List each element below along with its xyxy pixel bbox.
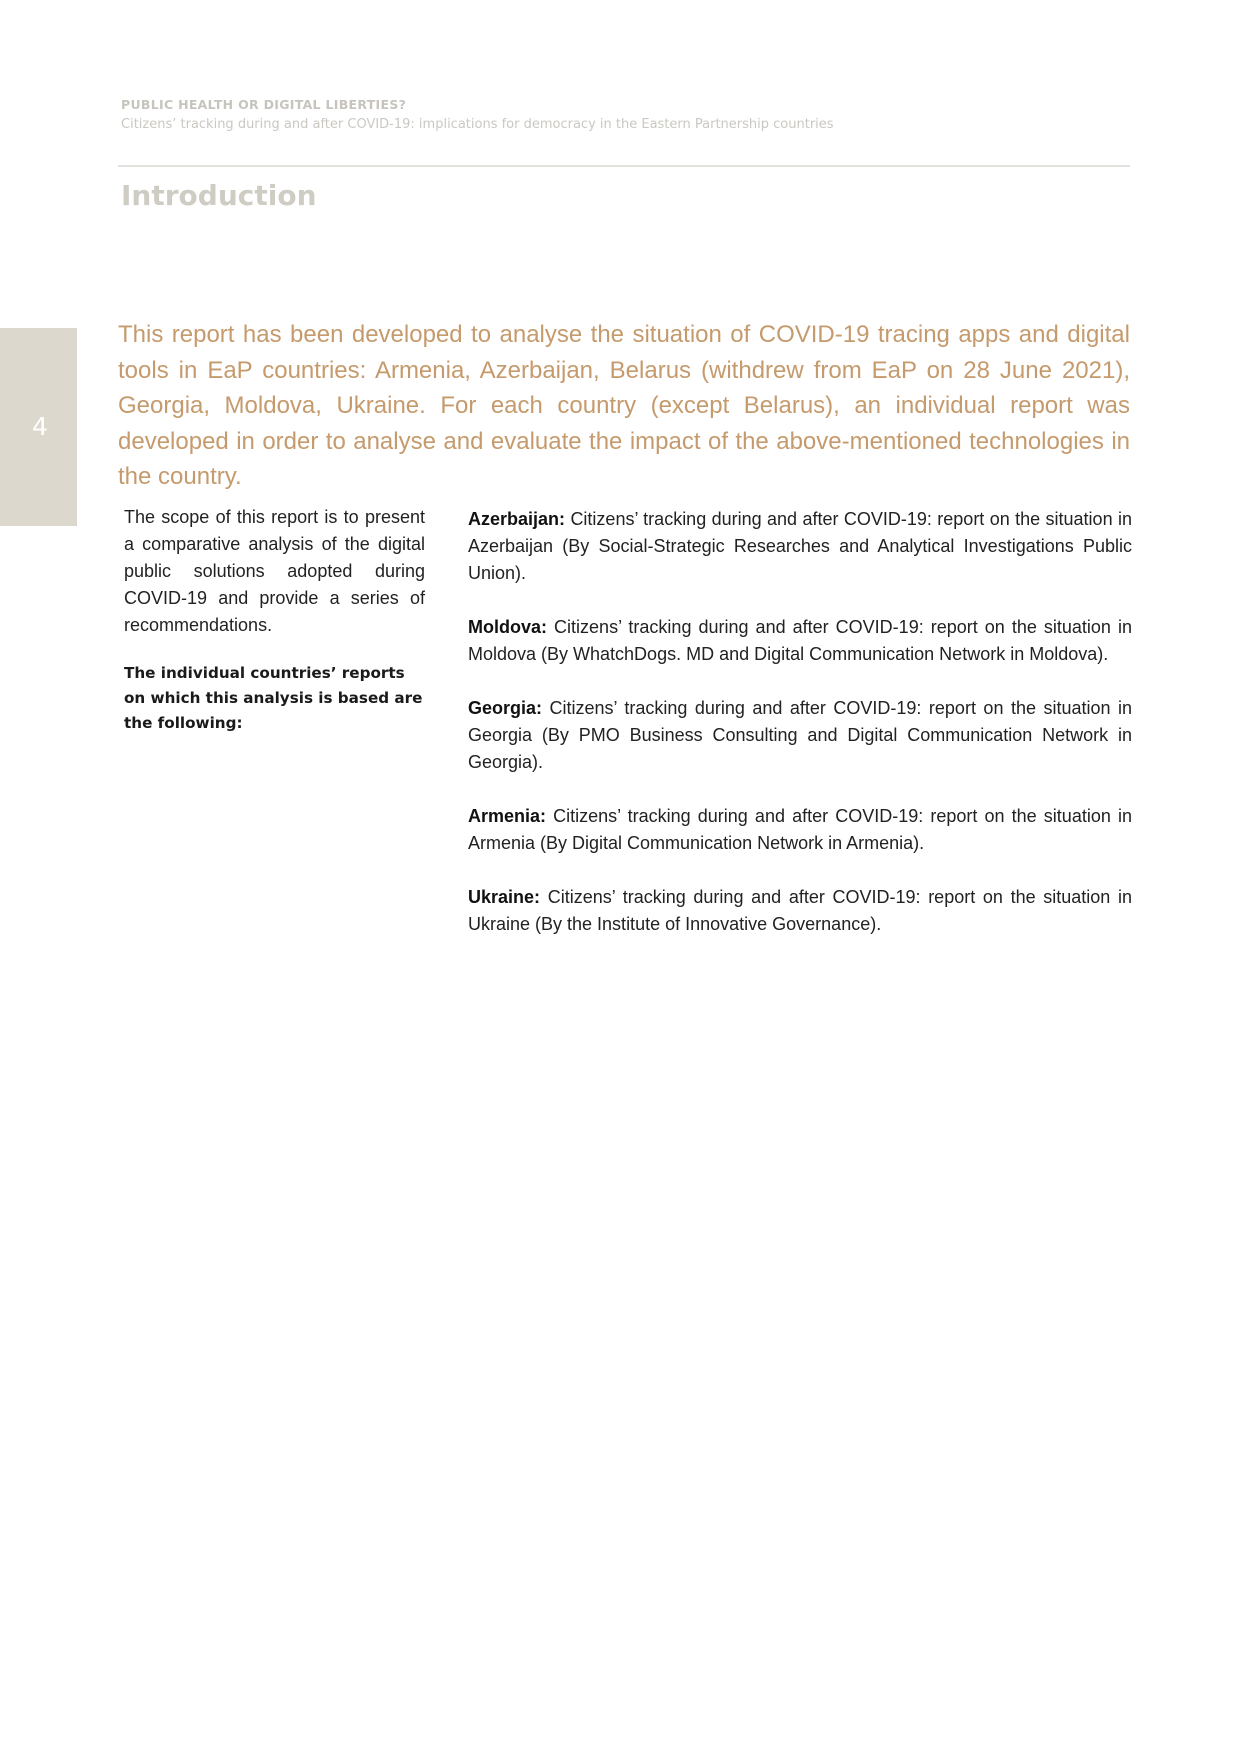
reports-intro-note: The individual countries’ reports on which this analysis is based are the following: [124, 664, 423, 732]
left-column [124, 504, 425, 736]
report-description: Citizens’ tracking during and after COVID-19: report on the situation in Georgia (By PMO Business Consulting and Digital Communication Network in Georgia). [468, 698, 1132, 772]
report-description: Citizens’ tracking during and after COVID-19: report on the situation in Moldova (By WhatchDogs. MD and Digital Communication Network in Moldova). [468, 617, 1132, 664]
report-country: Armenia: [468, 806, 547, 826]
report-entry-ukraine [468, 884, 1132, 938]
reports-list [468, 506, 1132, 965]
page-number: 4 [32, 412, 48, 441]
report-description: Citizens’ tracking during and after COVID-19: report on the situation in Azerbaijan (By Social-Strategic Researches and Analytical Investigations Public Union). [468, 509, 1132, 583]
report-country: Ukraine: [468, 887, 541, 907]
scope-paragraph: The scope of this report is to present a comparative analysis of the digital public solutions adopted during COVID-19 and provide a series of recommendations. [124, 507, 425, 635]
page-number-tab [0, 328, 77, 526]
report-entry-armenia [468, 803, 1132, 857]
running-header [121, 96, 1121, 134]
header-divider [118, 165, 1130, 167]
lead-paragraph: This report has been developed to analyse the situation of COVID-19 tracing apps and digital tools in EaP countries: Armenia, Azerbaijan, Belarus (withdrew from EaP on 28 June 2021), Georgia, Moldova, Ukraine. For each country (except Belarus), an individual report was developed in order to analyse and evaluate the impact of the above-mentioned technologies in the country. [118, 321, 1130, 490]
report-country: Georgia: [468, 698, 543, 718]
report-description: Citizens’ tracking during and after COVID-19: report on the situation in Ukraine (By the Institute of Innovative Governance). [468, 887, 1132, 934]
report-country: Azerbaijan: [468, 509, 566, 529]
running-header-subtitle: Citizens’ tracking during and after COVID-19: implications for democracy in the Eastern Partnership countries [121, 117, 834, 132]
report-entry-moldova [468, 614, 1132, 668]
running-header-title: PUBLIC HEALTH OR DIGITAL LIBERTIES? [121, 97, 407, 112]
report-country: Moldova: [468, 617, 547, 637]
report-entry-azerbaijan [468, 506, 1132, 587]
report-description: Citizens’ tracking during and after COVID-19: report on the situation in Armenia (By Digital Communication Network in Armenia). [468, 806, 1132, 853]
report-entry-georgia [468, 695, 1132, 776]
section-title: Introduction [121, 179, 317, 212]
